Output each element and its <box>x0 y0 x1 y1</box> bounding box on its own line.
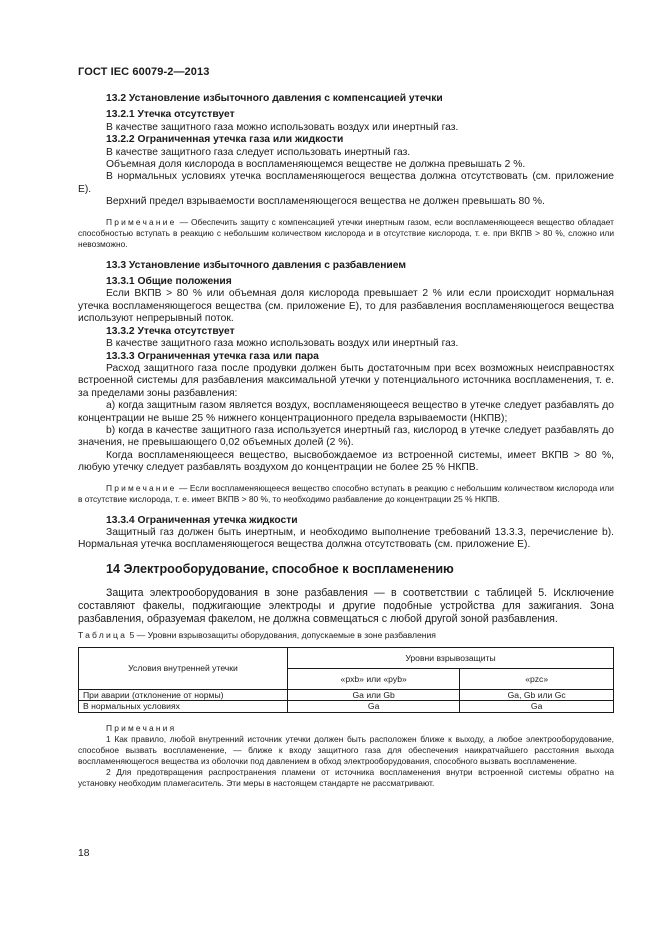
heading-14: 14 Электрооборудование, способное к воспламенению <box>106 561 454 576</box>
note-13-3-3 <box>78 483 614 505</box>
paragraph: В качестве защитного газа следует использовать инертный газ. <box>106 146 411 158</box>
document-header: ГОСТ IEC 60079-2—2013 <box>78 66 210 78</box>
table-header-pxb: «pxb» или «pyb» <box>288 668 460 689</box>
table-cell-pxb: Ga или Gb <box>288 689 460 701</box>
paragraph: Объемная доля кислорода в воспламеняющемся веществе не должна превышать 2 %. <box>106 159 526 171</box>
table-cell-pxb: Ga <box>288 701 460 713</box>
table-cell-pzc: Ga <box>460 701 614 713</box>
note-2: 2 Для предотвращения распространения пламени от источника воспламенения внутри встроенной системы обратно на установку необходим пламегаситель. Эти меры в настоящем стандарте не рассматривают. <box>78 766 614 788</box>
paragraph: В качестве защитного газа можно использовать воздух или инертный газ. <box>106 338 459 350</box>
heading-13-2-2: 13.2.2 Ограниченная утечка газа или жидкости <box>106 134 344 146</box>
heading-13-3-1: 13.3.1 Общие положения <box>106 276 232 288</box>
note-text: — Обеспечить защиту с компенсацией утечки инертным газом, если воспламеняющееся вещество обладает способностью вступать в реакцию с небольшим количеством кислорода и в отсутствие кислорода, т. е. при ВКПВ > 80 %, сложно или невозможно. <box>78 216 614 249</box>
caption-text: 5 — Уровни взрывозащиты оборудования, допускаемые в зоне разбавления <box>127 629 436 640</box>
paragraph: Если ВКПВ > 80 % или объемная доля кислорода превышает 2 % или если происходит нормальная утечка воспламеняющегося вещества (см. приложение Е), то для разбавления воспламеняющегося вещества используют непрерывный поток. <box>78 288 614 325</box>
table-cell-condition: При аварии (отклонение от нормы) <box>79 689 288 701</box>
paragraph: В качестве защитного газа можно использовать воздух или инертный газ. <box>106 121 459 133</box>
heading-13-3-3: 13.3.3 Ограниченная утечка газа или пара <box>106 350 319 362</box>
note-13-2 <box>78 217 614 250</box>
heading-13-3-4: 13.3.4 Ограниченная утечка жидкости <box>106 514 298 526</box>
table-cell-condition: В нормальных условиях <box>79 701 288 713</box>
note-text: — Если воспламеняющееся вещество способно вступать в реакцию с небольшим количеством кислорода или в отсутствие кислорода, т. е. имеет ВКПВ > 80 %, то необходимо разбавление до концентрации 25 % НКПВ. <box>78 482 614 504</box>
heading-13-2-1: 13.2.1 Утечка отсутствует <box>106 109 235 121</box>
table-cell-pzc: Ga, Gb или Gc <box>460 689 614 701</box>
paragraph: Когда воспламеняющееся вещество, высвобождаемое из встроенной системы, имеет ВКПВ > 80 %, любую утечку следует разбавлять воздухом до концентрации не более 25 % НКПВ. <box>78 449 614 474</box>
table-header-conditions: Условия внутренней утечки <box>79 647 288 689</box>
paragraph: Расход защитного газа после продувки должен быть достаточным при всех возможных неисправностях встроенной системы для разбавления максимальной утечки у потенциального источника воспламенения, т. е. за пределами зоны разбавления: <box>78 362 614 399</box>
caption-label: Таблица <box>78 629 128 640</box>
table-5 <box>78 647 614 713</box>
heading-13-3-2: 13.3.2 Утечка отсутствует <box>106 325 235 337</box>
notes-label <box>78 723 614 734</box>
note-1: 1 Как правило, любой внутренний источник утечки должен быть расположен ближе к выходу, а любое электрооборудование, способное вызвать воспламенение, — ближе к входу защитного газа для обеспечения наикратчайшего расстояния выхода воспламеняющегося вещества из оболочки под давлением в обход электрооборудования, способного вызвать воспламенение. <box>78 733 614 766</box>
paragraph: В нормальных условиях утечка воспламеняющегося вещества должна отсутствовать (см. приложение Е). <box>78 171 614 195</box>
table-header-levels: Уровни взрывозащиты <box>288 647 614 668</box>
table-caption <box>78 630 614 641</box>
note-label: Примечание <box>106 482 177 493</box>
page-number: 18 <box>78 848 90 859</box>
heading-13-3: 13.3 Установление избыточного давления с разбавлением <box>106 259 406 271</box>
heading-13-2: 13.2 Установление избыточного давления с компенсацией утечки <box>106 93 443 104</box>
paragraph: Верхний предел взрываемости воспламеняющегося вещества не должен превышать 80 %. <box>106 196 545 208</box>
document-body <box>78 93 614 789</box>
table-row <box>79 689 614 701</box>
note-label: Примечание <box>106 216 177 227</box>
table-row <box>79 701 614 713</box>
notes-label-text: Примечания <box>106 722 177 733</box>
paragraph: Защитный газ должен быть инертным, и необходимо выполнение требований 13.3.3, перечисление b). Нормальная утечка воспламеняющегося вещества должна отсутствовать (см. приложение Е). <box>78 526 614 551</box>
paragraph: Защита электрооборудования в зоне разбавления — в соответствии с таблицей 5. Исключение составляют факелы, поджигающие электроды и другие подобные устройства для зажигания. Зона разбавления, образуемая факелом, не должна совмещаться с любой другой зоной разбавления. <box>78 586 614 625</box>
list-item-a: а) когда защитным газом является воздух, воспламеняющееся вещество в утечке следует разбавлять до концентрации не выше 25 % нижнего концентрационного предела взрываемости (НКПВ); <box>78 400 614 424</box>
table-header-pzc: «pzc» <box>460 668 614 689</box>
list-item-b: b) когда в качестве защитного газа используется инертный газ, кислород в утечке следует разбавлять до значения, не превышающего 0,02 объемных долей (2 %). <box>78 424 614 449</box>
